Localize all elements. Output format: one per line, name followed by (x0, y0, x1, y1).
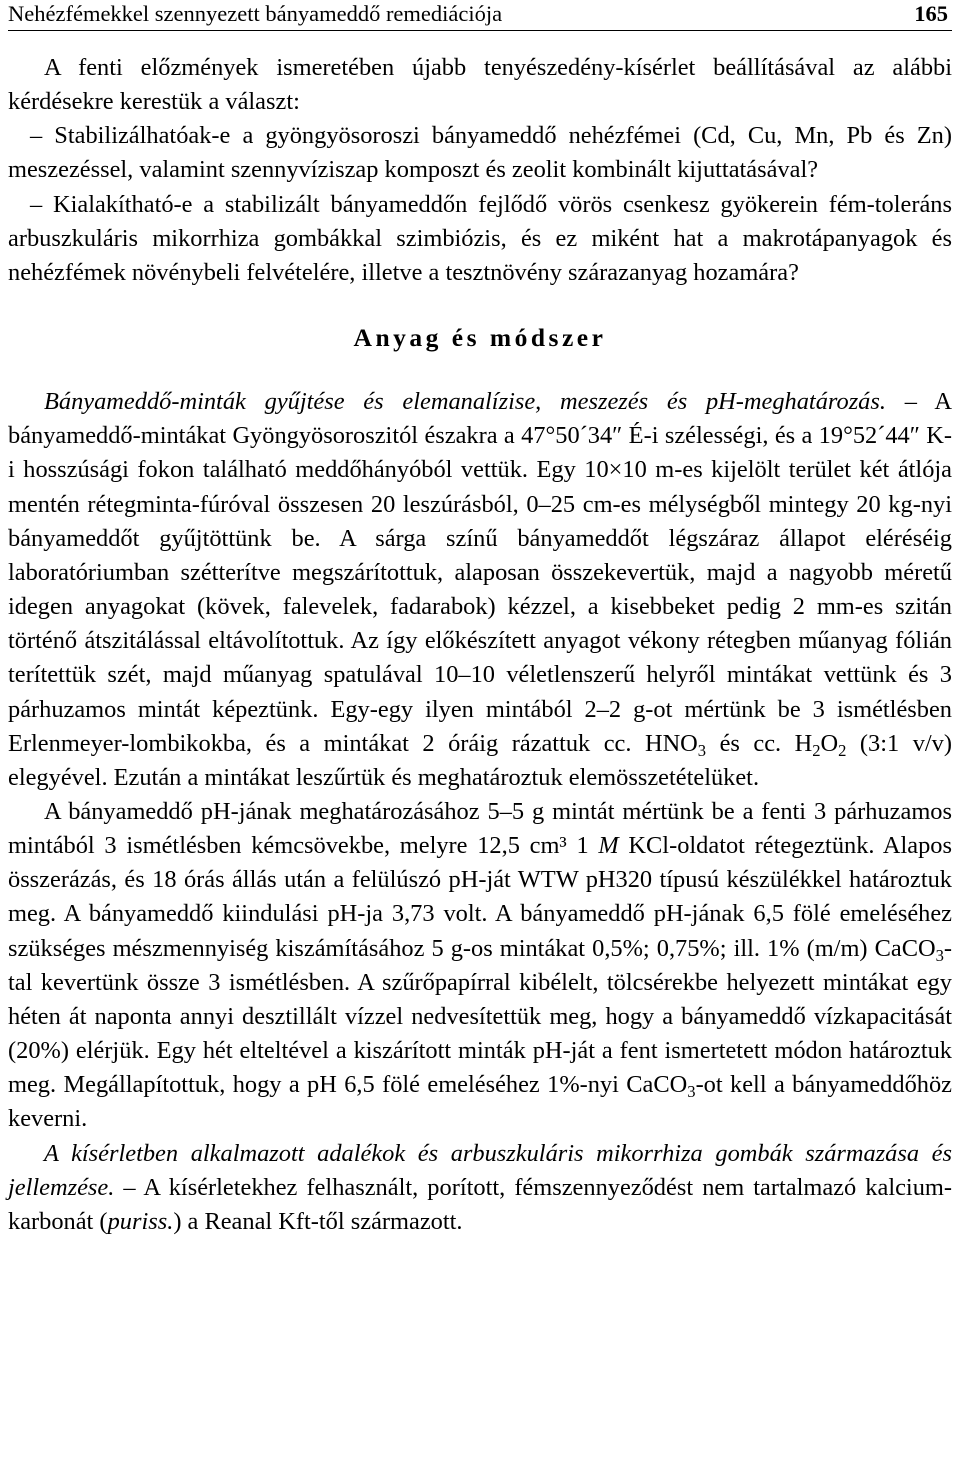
text-run: és cc. H (706, 729, 813, 757)
text-run: KCl-oldatot rétegeztünk. Alapos összerázás, és 18 órás állás után a felülúszó pH-ját WTW pH320 típusú készülékkel határoztuk meg. A bányameddő kiindulási pH-ja 3,73 volt. A bányameddő pH-jának 6,5 fölé emeléséhez szükséges mészmennyiség kiszámításához 5 g-os mintákat 0,5%; 0,75%; ill. 1% (m/m) CaCO (8, 832, 952, 962)
subscript: 3 (935, 945, 944, 965)
paragraph-sampling (8, 385, 952, 795)
text-run: -ot kell a bányameddőhöz keverni. (8, 1071, 952, 1133)
text-run: O (820, 729, 839, 757)
intro-paragraph: A fenti előzmények ismeretében újabb tenyészedény-kísérlet beállításával az alábbi kérdésekre kerestük a választ: (8, 54, 952, 116)
running-title: Nehézfémekkel szennyezett bányameddő remediációja (8, 1, 503, 26)
text-run: (3:1 v/v) elegyével. Ezután a mintákat leszűrtük és meghatároztuk elemösszetételüket. (8, 729, 952, 791)
paragraph-sampling-title: Bányameddő-minták gyűjtése és elemanalízise, meszezés és pH-meghatározás. (44, 388, 886, 416)
subscript: 2 (838, 740, 847, 760)
question-2: – Kialakítható-e a stabilizált bányameddőn fejlődő vörös csenkesz gyökerein fém-toleráns arbuszkuláris mikorrhiza gombákkal szimbiózis, és ez miként hat a makrotápanyagok és nehézfémek növénybeli felvételére, illetve a tesztnövény szárazanyag hozamára? (8, 190, 952, 286)
puriss-term: puriss. (107, 1207, 174, 1235)
paragraph-ph (8, 795, 952, 1137)
text-run: A bányameddő pH-jának meghatározásához 5–5 g mintát mértünk be a fenti 3 párhuzamos mintából 3 ismétlésben kémcsövekbe, melyre 12,5 cm³ 1 (8, 797, 952, 860)
paragraph-additives (8, 1137, 952, 1239)
molar-symbol: M (598, 832, 619, 860)
text-run: – A bányameddő-mintákat Gyöngyösoroszitól északra a 47°50´34″ É-i szélességi, és a 19°52´44″ K-i hosszúsági fokon található meddőhányóból vettük. Egy 10×10 m-es kijelölt terület két átlója mentén rétegminta-fúróval összesen 20 leszúrásból, 0–25 cm-es mélységből mintegy 20 kg-nyi bányameddőt gyűjtöttünk be. A sárga színű bányameddőt légszáraz állapot eléréséig laboratóriumban szétterítve megszárítottuk, alaposan összekevertük, majd a nagyobb méretű idegen anyagokat (kövek, falevelek, fadarabok) kézzel, a kisebbeket pedig 2 mm-es szitán történő átszitálással eltávolítottuk. Az így előkészített anyagot vékony rétegben műanyag fólián terítettük szét, majd műanyag spatulával 10–10 véletlenszerű helyről mintákat vettünk és 3 párhuzamos mintát képeztünk. Egy-egy ilyen mintából 2–2 g-ot mértünk be 3 ismétlésben Erlenmeyer-lombikokba, és a mintákat 2 óráig rázattuk cc. HNO (8, 388, 952, 757)
text-run: – A kísérletekhez felhasznált, porított, fémszennyeződést nem tartalmazó kalcium-karbonát ( (8, 1173, 952, 1235)
subscript: 3 (687, 1082, 696, 1102)
text-run: -tal kevertünk össze 3 ismétlésben. A szűrőpapírral kibélelt, tölcsérekbe helyezett mintákat egy héten át naponta annyi desztillált vízzel nedvesítettük meg, hogy a bányameddő vízkapacitását (20%) elérjük. Egy hét elteltével a kiszárított minták pH-ját a fent ismertetett módon határoztuk meg. Megállapítottuk, hogy a pH 6,5 fölé emeléséhez 1%-nyi CaCO (8, 934, 952, 1099)
subscript: 2 (812, 740, 821, 760)
running-head (8, 0, 952, 31)
section-heading: Anyag és módszer (353, 323, 607, 353)
question-1: – Stabilizálhatóak-e a gyöngyösoroszi bányameddő nehézfémei (Cd, Cu, Mn, Pb és Zn) meszezéssel, valamint szennyvíziszap komposzt és zeolit kombinált kijuttatásával? (8, 122, 952, 184)
page-number: 165 (914, 1, 948, 26)
paragraph-additives-title: A kísérletben alkalmazott adalékok és arbuszkuláris mikorrhiza gombák származása és jellemzése. (8, 1139, 952, 1201)
subscript: 3 (697, 740, 707, 760)
text-run: ) a Reanal Kft-től származott. (173, 1207, 463, 1235)
